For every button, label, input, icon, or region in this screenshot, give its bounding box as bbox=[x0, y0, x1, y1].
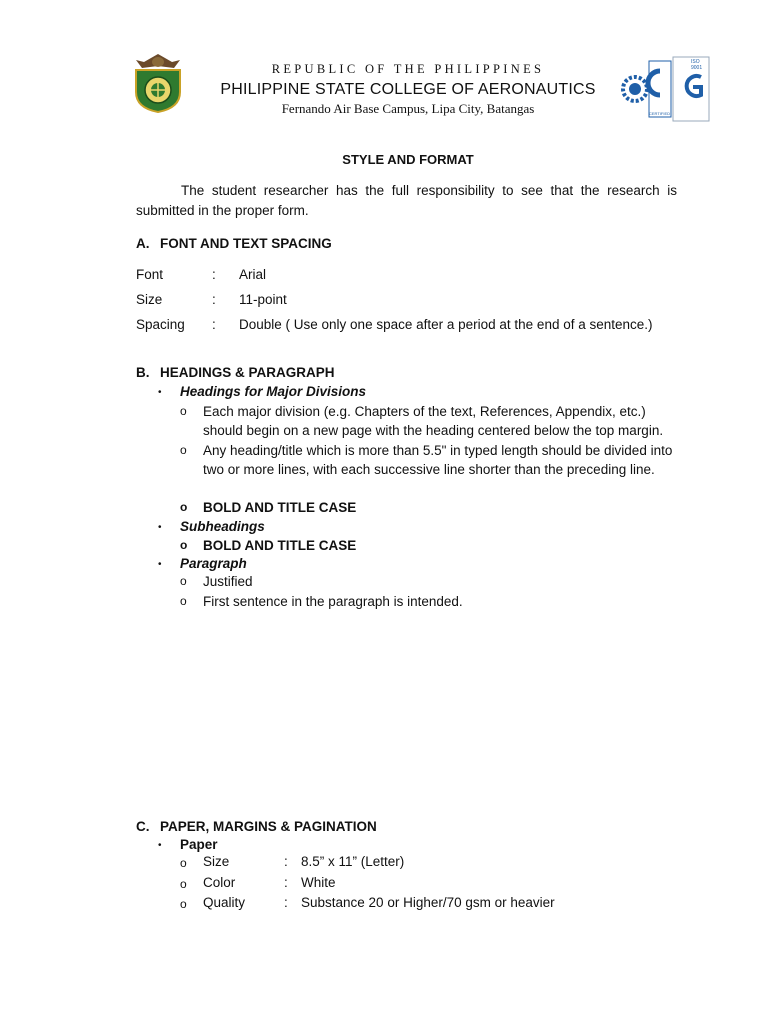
bullet-icon: • bbox=[158, 559, 162, 570]
section-b-heading bbox=[136, 365, 335, 380]
sub-bullet-icon: o bbox=[180, 404, 187, 418]
font-value: Arial bbox=[239, 267, 267, 282]
intro-text: The student researcher has the full responsibility to see that the research is submitted in the proper form. bbox=[136, 183, 677, 218]
sub-bullet-icon: o bbox=[180, 538, 188, 552]
paper-label: Paper bbox=[180, 837, 218, 852]
sub-bullet-icon: o bbox=[180, 594, 187, 608]
paragraph-label: Paragraph bbox=[180, 556, 247, 571]
section-title: PAPER, MARGINS & PAGINATION bbox=[160, 819, 377, 834]
bullet-icon: • bbox=[158, 387, 162, 398]
font-key: Font bbox=[136, 267, 164, 282]
paper-color-colon: : bbox=[284, 875, 288, 890]
bullet-icon: • bbox=[158, 840, 162, 851]
list-item: Justified bbox=[203, 574, 253, 589]
spacing-colon: : bbox=[212, 317, 216, 332]
paper-color-value: White bbox=[301, 875, 336, 890]
paper-size-key: Size bbox=[203, 854, 230, 869]
list-item: First sentence in the paragraph is intended. bbox=[203, 594, 463, 609]
paper-color-key: Color bbox=[203, 875, 236, 890]
size-colon: : bbox=[212, 292, 216, 307]
size-value: 11-point bbox=[239, 292, 287, 307]
paper-quality-key: Quality bbox=[203, 895, 246, 910]
sub-bullet-icon: o bbox=[180, 574, 187, 588]
paper-quality-colon: : bbox=[284, 895, 288, 910]
paper-size-colon: : bbox=[284, 854, 288, 869]
paper-size-value: 8.5” x 11” (Letter) bbox=[301, 854, 405, 869]
section-title: FONT AND TEXT SPACING bbox=[160, 236, 332, 251]
sub-bullet-icon: o bbox=[180, 897, 187, 911]
cert-logo-label: CERTIFIED bbox=[649, 111, 671, 116]
list-item: BOLD AND TITLE CASE bbox=[203, 538, 357, 553]
section-letter: C. bbox=[136, 819, 150, 834]
header-campus-address: Fernando Air Base Campus, Lipa City, Batangas bbox=[281, 101, 535, 116]
sub-bullet-icon: o bbox=[180, 443, 187, 457]
sub-bullet-icon: o bbox=[180, 500, 188, 514]
list-item: Each major division (e.g. Chapters of the text, References, Appendix, etc.) should begin on a new page with the heading centered below the top margin. bbox=[203, 404, 664, 438]
cert-logo-label: ISO 9001 bbox=[691, 59, 703, 71]
bullet-icon: • bbox=[158, 522, 162, 533]
section-title: HEADINGS & PARAGRAPH bbox=[160, 365, 335, 380]
sub-bullet-icon: o bbox=[180, 877, 187, 891]
header-republic: REPUBLIC OF THE PHILIPPINES bbox=[271, 62, 545, 76]
paper-quality-value: Substance 20 or Higher/70 gsm or heavier bbox=[301, 895, 555, 910]
size-key: Size bbox=[136, 292, 163, 307]
section-a-heading bbox=[136, 236, 332, 251]
major-divisions-label: Headings for Major Divisions bbox=[180, 384, 367, 399]
page-title: STYLE AND FORMAT bbox=[342, 152, 474, 167]
spacing-key: Spacing bbox=[136, 317, 185, 332]
list-item: BOLD AND TITLE CASE bbox=[203, 500, 357, 515]
section-c-heading bbox=[136, 819, 377, 834]
font-colon: : bbox=[212, 267, 216, 282]
spacing-value: Double ( Use only one space after a period at the end of a sentence.) bbox=[239, 317, 653, 332]
subheadings-label: Subheadings bbox=[180, 519, 265, 534]
section-letter: B. bbox=[136, 365, 150, 380]
section-letter: A. bbox=[136, 236, 150, 251]
sub-bullet-icon: o bbox=[180, 856, 187, 870]
list-item: Any heading/title which is more than 5.5" in typed length should be divided into two or more lines, with each successive line shorter than the preceding line. bbox=[203, 443, 673, 477]
intro-paragraph bbox=[136, 181, 677, 221]
header-college-name: PHILIPPINE STATE COLLEGE OF AERONAUTICS bbox=[220, 81, 596, 98]
